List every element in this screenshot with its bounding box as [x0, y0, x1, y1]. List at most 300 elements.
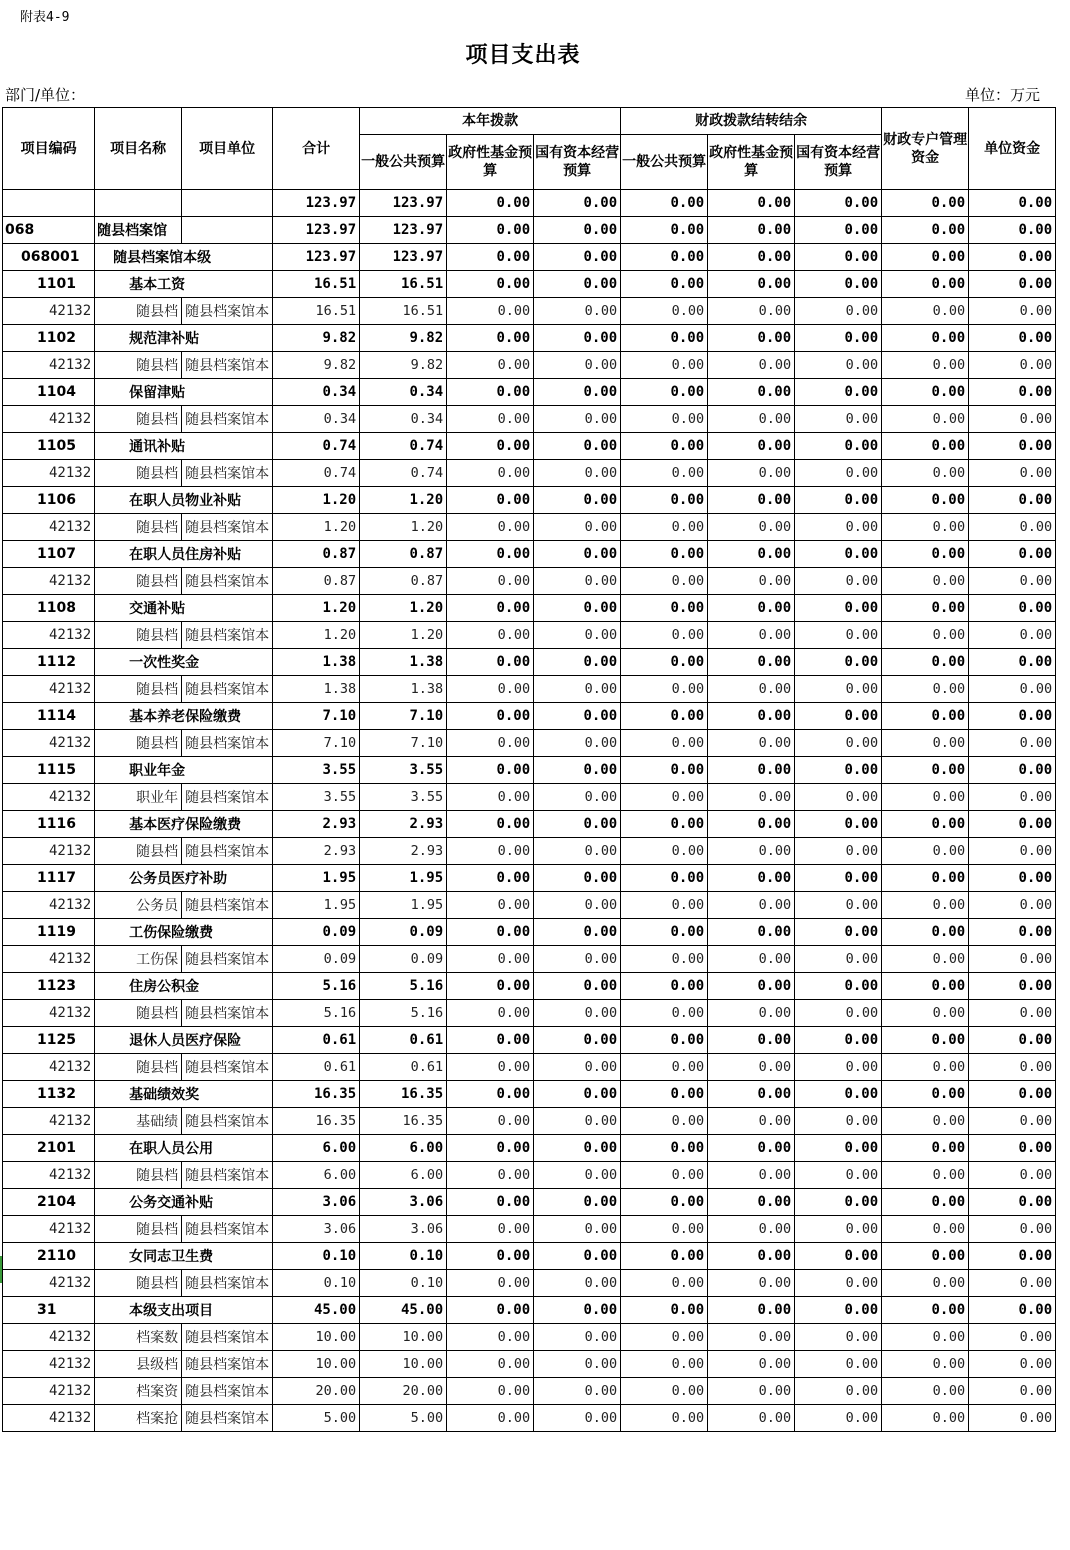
cell-amount: 0.00: [969, 1162, 1056, 1189]
cell-unit: 随县档案馆本: [182, 298, 273, 325]
cell-amount: 0.00: [795, 730, 882, 757]
table-row: [3, 541, 1056, 568]
cell-amount: 0.00: [534, 649, 621, 676]
cell-amount: 0.00: [708, 649, 795, 676]
cell-name: [95, 1351, 182, 1378]
cell-amount: 16.51: [360, 298, 447, 325]
cell-amount: 0.00: [621, 784, 708, 811]
cell-code: 1117: [3, 865, 95, 892]
cell-amount: 0.00: [795, 1000, 882, 1027]
cell-name: [95, 622, 182, 649]
cell-amount: 0.00: [621, 595, 708, 622]
cell-amount: 16.51: [273, 298, 360, 325]
cell-amount: 7.10: [273, 703, 360, 730]
table-row: [3, 352, 1056, 379]
cell-amount: 1.95: [273, 865, 360, 892]
cell-code: 42132: [3, 892, 95, 919]
cell-amount: 0.00: [534, 676, 621, 703]
cell-amount: 0.00: [447, 514, 534, 541]
cell-code: 1114: [3, 703, 95, 730]
cell-amount: 0.00: [795, 622, 882, 649]
cell-code: 1132: [3, 1081, 95, 1108]
cell-amount: 0.09: [360, 946, 447, 973]
cell-amount: 7.10: [273, 730, 360, 757]
cell-amount: 0.00: [447, 1405, 534, 1432]
cell-amount: 0.00: [621, 1351, 708, 1378]
table-row: [3, 271, 1056, 298]
expenditure-table: [2, 107, 1056, 1432]
cell-name: [95, 1378, 182, 1405]
cell-code: 2110: [3, 1243, 95, 1270]
cell-amount: 0.00: [795, 946, 882, 973]
cell-amount: 0.00: [969, 1324, 1056, 1351]
cell-amount: 0.00: [621, 1054, 708, 1081]
cell-amount: 0.00: [708, 352, 795, 379]
cell-amount: 0.00: [447, 1081, 534, 1108]
table-row: [3, 487, 1056, 514]
cell-amount: 0.00: [795, 1081, 882, 1108]
cell-code: 1116: [3, 811, 95, 838]
cell-code: 2104: [3, 1189, 95, 1216]
cell-code: 42132: [3, 1108, 95, 1135]
cell-amount: 0.00: [447, 1054, 534, 1081]
cell-amount: 0.00: [969, 325, 1056, 352]
cell-amount: 0.00: [708, 1027, 795, 1054]
cell-unit: 随县档案馆本: [182, 1324, 273, 1351]
cell-amount: 0.00: [708, 703, 795, 730]
cell-amount: 0.00: [795, 919, 882, 946]
cell-amount: 0.00: [708, 1000, 795, 1027]
cell-amount: 0.00: [534, 1270, 621, 1297]
cell-amount: 0.00: [534, 784, 621, 811]
cell-amount: 0.00: [534, 487, 621, 514]
cell-amount: 0.00: [447, 865, 534, 892]
header-state: 国有资本经营预算: [534, 135, 621, 190]
cell-amount: 0.00: [882, 946, 969, 973]
cell-name: [95, 568, 182, 595]
cell-amount: 5.16: [360, 1000, 447, 1027]
cell-amount: 0.00: [708, 460, 795, 487]
cell-amount: 0.00: [621, 865, 708, 892]
cell-amount: 0.00: [795, 1324, 882, 1351]
table-row: [3, 379, 1056, 406]
cell-amount: 0.00: [708, 838, 795, 865]
cell-amount: 0.00: [969, 622, 1056, 649]
cell-amount: 45.00: [273, 1297, 360, 1324]
table-row: [3, 757, 1056, 784]
cell-amount: 0.00: [447, 271, 534, 298]
cell-amount: 0.00: [447, 1216, 534, 1243]
cell-amount: 0.00: [708, 622, 795, 649]
cell-unit: 随县档案馆本: [182, 676, 273, 703]
cell-amount: 0.00: [708, 244, 795, 271]
cell-amount: 0.00: [969, 1189, 1056, 1216]
cell-code: 1107: [3, 541, 95, 568]
cell-amount: 0.00: [534, 865, 621, 892]
table-row: [3, 676, 1056, 703]
cell-amount: 0.00: [969, 973, 1056, 1000]
cell-amount: 0.00: [447, 1243, 534, 1270]
cell-amount: 0.00: [969, 757, 1056, 784]
cell-amount: 0.00: [795, 1243, 882, 1270]
cell-amount: 0.00: [621, 892, 708, 919]
cell-amount: 0.00: [969, 811, 1056, 838]
cell-amount: 0.00: [882, 1405, 969, 1432]
cell-code: 42132: [3, 298, 95, 325]
cell-code: 1106: [3, 487, 95, 514]
cell-amount: 123.97: [360, 217, 447, 244]
cell-amount: 0.00: [969, 1270, 1056, 1297]
cell-amount: 1.38: [360, 676, 447, 703]
cell-name: 公务员医疗补助: [95, 865, 273, 892]
table-row: [3, 595, 1056, 622]
cell-amount: 0.00: [621, 1324, 708, 1351]
table-row: [3, 865, 1056, 892]
table-row: [3, 568, 1056, 595]
cell-amount: 0.00: [621, 487, 708, 514]
cell-amount: 2.93: [273, 811, 360, 838]
cell-code: 1108: [3, 595, 95, 622]
cell-name: [95, 892, 182, 919]
cell-name: 交通补贴: [95, 595, 273, 622]
cell-name-text: 档案抢: [136, 1411, 179, 1427]
cell-name-text: 工伤保: [136, 952, 179, 968]
cell-amount: 0.00: [447, 298, 534, 325]
table-row: [3, 1324, 1056, 1351]
cell-name: [95, 1216, 182, 1243]
cell-amount: 0.00: [447, 1270, 534, 1297]
cell-name: 基本工资: [95, 271, 273, 298]
cell-name: [95, 1324, 182, 1351]
cell-amount: 16.35: [273, 1081, 360, 1108]
cell-amount: 0.00: [447, 379, 534, 406]
cell-amount: 0.00: [621, 541, 708, 568]
cell-amount: 1.20: [360, 595, 447, 622]
cell-amount: 0.00: [621, 973, 708, 1000]
cell-amount: 0.00: [447, 703, 534, 730]
cell-amount: 0.00: [621, 730, 708, 757]
cell-amount: 0.00: [882, 1324, 969, 1351]
cell-amount: 0.00: [795, 1054, 882, 1081]
cell-amount: 0.61: [360, 1054, 447, 1081]
cell-name-text: 公务员: [136, 898, 179, 914]
cell-amount: 0.00: [969, 919, 1056, 946]
cell-amount: 2.93: [273, 838, 360, 865]
cell-amount: 0.74: [360, 433, 447, 460]
cell-amount: 0.00: [708, 298, 795, 325]
cell-amount: 2.93: [360, 811, 447, 838]
cell-amount: 0.00: [621, 1270, 708, 1297]
cell-name: 在职人员物业补贴: [95, 487, 273, 514]
cell-amount: 0.00: [882, 973, 969, 1000]
cell-amount: 0.00: [969, 676, 1056, 703]
cell-amount: 0.00: [621, 352, 708, 379]
table-row: [3, 784, 1056, 811]
cell-amount: 0.00: [795, 595, 882, 622]
table-row: [3, 1270, 1056, 1297]
cell-amount: 1.20: [273, 622, 360, 649]
cell-unit: 随县档案馆本: [182, 1270, 273, 1297]
table-row: [3, 217, 1056, 244]
cell-amount: 0.00: [969, 595, 1056, 622]
cell-amount: 10.00: [273, 1324, 360, 1351]
cell-amount: 0.00: [534, 622, 621, 649]
cell-code: 42132: [3, 1324, 95, 1351]
cell-amount: 0.00: [621, 217, 708, 244]
cell-name-text: 随县档: [136, 520, 179, 536]
header-code: 项目编码: [3, 108, 95, 190]
cell-amount: 123.97: [273, 244, 360, 271]
cell-amount: 10.00: [273, 1351, 360, 1378]
cell-amount: 0.00: [621, 1000, 708, 1027]
cell-code: 42132: [3, 1270, 95, 1297]
cell-amount: 0.00: [534, 1324, 621, 1351]
table-row: [3, 325, 1056, 352]
header-total: 合计: [273, 108, 360, 190]
cell-name-text: 随县档: [136, 736, 179, 752]
cell-amount: 0.00: [969, 649, 1056, 676]
cell-amount: 0.00: [621, 460, 708, 487]
header-group-current: 本年拨款: [360, 108, 621, 135]
cell-amount: 0.00: [708, 1405, 795, 1432]
cell-code: 1115: [3, 757, 95, 784]
header-state2: 国有资本经营预算: [795, 135, 882, 190]
cell-amount: 123.97: [273, 190, 360, 217]
cell-amount: 0.00: [795, 487, 882, 514]
cell-amount: 0.00: [969, 1000, 1056, 1027]
cell-amount: 0.34: [360, 379, 447, 406]
cell-amount: 0.00: [708, 217, 795, 244]
cell-name-text: 随县档: [136, 844, 179, 860]
unit-label: 单位：万元: [964, 86, 1040, 104]
cell-amount: 0.00: [795, 973, 882, 1000]
cell-amount: 0.00: [621, 1378, 708, 1405]
cell-amount: 10.00: [360, 1324, 447, 1351]
cell-unit: 随县档案馆本: [182, 838, 273, 865]
cell-amount: 0.00: [795, 352, 882, 379]
cell-unit: 随县档案馆本: [182, 622, 273, 649]
cell-amount: 1.38: [273, 649, 360, 676]
cell-amount: 0.00: [708, 1297, 795, 1324]
cell-amount: 0.00: [534, 1108, 621, 1135]
cell-unit: 随县档案馆本: [182, 1351, 273, 1378]
cell-amount: 0.00: [969, 1108, 1056, 1135]
cell-amount: 0.00: [795, 244, 882, 271]
cell-code: 42132: [3, 514, 95, 541]
cell-amount: 0.00: [795, 433, 882, 460]
cell-name: 规范津补贴: [95, 325, 273, 352]
page-title: 项目支出表: [465, 43, 581, 68]
cell-amount: 0.00: [708, 1243, 795, 1270]
cell-name: 通讯补贴: [95, 433, 273, 460]
cell-amount: 0.00: [708, 325, 795, 352]
cell-amount: 0.00: [447, 1000, 534, 1027]
cell-name-text: 随县档: [136, 1060, 179, 1076]
cell-amount: 0.00: [969, 1351, 1056, 1378]
cell-amount: 0.61: [360, 1027, 447, 1054]
cell-unit: 随县档案馆本: [182, 946, 273, 973]
cell-amount: 0.00: [882, 244, 969, 271]
cell-amount: 0.00: [708, 379, 795, 406]
cell-amount: 0.00: [882, 1081, 969, 1108]
cell-amount: 0.34: [273, 406, 360, 433]
table-row: [3, 298, 1056, 325]
cell-code: 42132: [3, 352, 95, 379]
cell-code: 1125: [3, 1027, 95, 1054]
cell-amount: 0.09: [273, 919, 360, 946]
table-row: [3, 1054, 1056, 1081]
cell-amount: 0.00: [882, 568, 969, 595]
cell-amount: 0.00: [969, 433, 1056, 460]
cell-code: 42132: [3, 622, 95, 649]
cell-unit: 随县档案馆本: [182, 1216, 273, 1243]
cell-amount: 0.00: [795, 676, 882, 703]
table-row: [3, 1405, 1056, 1432]
cell-amount: 1.20: [360, 622, 447, 649]
cell-amount: 0.00: [621, 271, 708, 298]
cell-code: 068001: [3, 244, 95, 271]
cell-amount: 0.61: [273, 1027, 360, 1054]
cell-amount: 0.00: [882, 892, 969, 919]
cell-name: [95, 946, 182, 973]
cell-amount: 0.10: [360, 1270, 447, 1297]
cell-amount: 0.00: [534, 541, 621, 568]
cell-amount: 0.00: [447, 1027, 534, 1054]
cell-name-text: 随县档: [136, 304, 179, 320]
cell-amount: 0.00: [708, 784, 795, 811]
cell-amount: 0.00: [795, 1189, 882, 1216]
cell-code: [3, 190, 95, 217]
cell-amount: 0.00: [447, 1351, 534, 1378]
cell-code: 42132: [3, 1216, 95, 1243]
cell-unit: 随县档案馆本: [182, 730, 273, 757]
cell-amount: 16.35: [360, 1108, 447, 1135]
cell-amount: 123.97: [360, 190, 447, 217]
cell-amount: 0.00: [621, 298, 708, 325]
table-row: [3, 460, 1056, 487]
cell-amount: 0.00: [969, 1243, 1056, 1270]
cell-code: 42132: [3, 1162, 95, 1189]
cell-amount: 0.00: [882, 649, 969, 676]
cell-amount: 0.00: [795, 190, 882, 217]
cell-unit: [182, 217, 273, 244]
cell-amount: 0.00: [534, 1216, 621, 1243]
cell-amount: 0.00: [621, 1297, 708, 1324]
cell-amount: 0.00: [621, 676, 708, 703]
cell-amount: 0.00: [534, 298, 621, 325]
cell-amount: 0.00: [969, 541, 1056, 568]
cell-amount: 7.10: [360, 703, 447, 730]
cell-amount: 0.00: [621, 568, 708, 595]
table-row: [3, 244, 1056, 271]
cell-amount: 0.00: [795, 325, 882, 352]
cell-amount: 0.00: [534, 1351, 621, 1378]
cell-name: 在职人员公用: [95, 1135, 273, 1162]
cell-amount: 1.20: [273, 487, 360, 514]
cell-code: 2101: [3, 1135, 95, 1162]
cell-amount: 0.00: [447, 190, 534, 217]
cell-amount: 0.00: [534, 460, 621, 487]
cell-amount: 123.97: [273, 217, 360, 244]
cell-name: [95, 1405, 182, 1432]
cell-amount: 0.00: [969, 487, 1056, 514]
cell-amount: 0.00: [621, 1405, 708, 1432]
cell-unit: 随县档案馆本: [182, 1378, 273, 1405]
cell-amount: 0.00: [447, 1162, 534, 1189]
cell-amount: 0.00: [447, 541, 534, 568]
cell-name-text: 随县档: [136, 574, 179, 590]
cell-amount: 0.00: [795, 460, 882, 487]
cell-amount: 0.00: [882, 298, 969, 325]
cell-name: [95, 1000, 182, 1027]
cell-amount: 0.00: [621, 190, 708, 217]
cell-name: [95, 406, 182, 433]
cell-amount: 0.00: [534, 811, 621, 838]
cell-name: 职业年金: [95, 757, 273, 784]
cell-amount: 0.00: [621, 1081, 708, 1108]
cell-amount: 0.00: [534, 1135, 621, 1162]
cell-code: 42132: [3, 1351, 95, 1378]
cell-amount: 0.00: [795, 865, 882, 892]
cell-amount: 9.82: [360, 325, 447, 352]
cell-amount: 0.00: [534, 1000, 621, 1027]
cell-amount: 0.00: [882, 676, 969, 703]
cell-amount: 6.00: [273, 1162, 360, 1189]
cell-code: 42132: [3, 784, 95, 811]
cell-amount: 16.35: [273, 1108, 360, 1135]
cell-amount: 0.00: [969, 865, 1056, 892]
cell-amount: 0.74: [360, 460, 447, 487]
cell-name: 住房公积金: [95, 973, 273, 1000]
cell-amount: 9.82: [360, 352, 447, 379]
cell-name: [95, 1270, 182, 1297]
cell-amount: 0.00: [969, 190, 1056, 217]
cell-amount: 0.00: [969, 703, 1056, 730]
cell-amount: 0.00: [447, 649, 534, 676]
cell-name: [95, 838, 182, 865]
cell-amount: 0.00: [969, 352, 1056, 379]
cell-amount: 0.00: [447, 460, 534, 487]
cell-unit: [182, 190, 273, 217]
cell-name: [95, 460, 182, 487]
cell-amount: 0.00: [534, 244, 621, 271]
cell-amount: 0.00: [447, 1189, 534, 1216]
cell-amount: 0.00: [795, 1135, 882, 1162]
cell-amount: 0.00: [447, 1297, 534, 1324]
table-row: [3, 1378, 1056, 1405]
cell-amount: 0.00: [534, 1297, 621, 1324]
cell-amount: 0.00: [534, 703, 621, 730]
cell-amount: 5.00: [360, 1405, 447, 1432]
cell-amount: 1.95: [273, 892, 360, 919]
cell-amount: 6.00: [273, 1135, 360, 1162]
cell-amount: 0.00: [882, 703, 969, 730]
cell-amount: 0.00: [882, 1189, 969, 1216]
cell-amount: 0.00: [708, 1351, 795, 1378]
cell-name: [95, 730, 182, 757]
cell-amount: 0.00: [447, 892, 534, 919]
cell-amount: 1.20: [273, 595, 360, 622]
cell-amount: 0.00: [969, 1216, 1056, 1243]
cell-amount: 5.16: [273, 973, 360, 1000]
cell-amount: 1.20: [273, 514, 360, 541]
cell-name: 工伤保险缴费: [95, 919, 273, 946]
cell-name: [95, 1162, 182, 1189]
cell-amount: 0.00: [882, 217, 969, 244]
cell-amount: 0.61: [273, 1054, 360, 1081]
cell-amount: 0.00: [708, 919, 795, 946]
table-row: [3, 892, 1056, 919]
